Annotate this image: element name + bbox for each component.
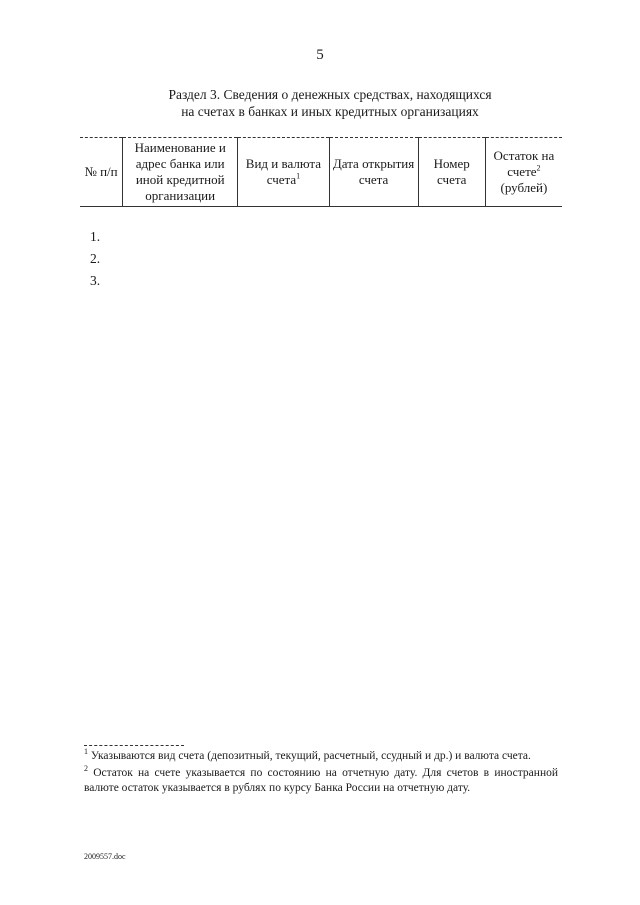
page-number: 5: [316, 47, 324, 63]
section-title-line2: на счетах в банках и иных кредитных организациях: [181, 104, 479, 119]
section-title-line1: Раздел 3. Сведения о денежных средствах, находящихся: [168, 87, 492, 102]
table-row: 1.: [90, 229, 101, 244]
header-open-date: Дата открытия счета: [329, 138, 418, 207]
footnote-1: $^1$ Указываются вид счета (депозитный, текущий, расчетный, ссудный и др.) и валюта счета.: [84, 747, 531, 762]
header-account-number: Номер счета: [418, 138, 485, 207]
table-rows: [90, 226, 100, 292]
header-number: № п/п: [80, 138, 123, 207]
header-bank-name: Наименование и адрес банка или иной кредитной организации: [123, 138, 238, 207]
table-header-row: [80, 138, 562, 207]
accounts-table: [80, 137, 562, 207]
footnote-2: $^2$ Остаток на счете указывается по состоянию на отчетную дату. Для счетов в иностранной валюте остаток указывается в рублях по курсу Банка России на отчетную дату.: [84, 764, 558, 794]
table-row: 2.: [90, 251, 101, 266]
document-id: 2009557.doc: [84, 852, 126, 861]
header-balance: Остаток на счете$^2$ (рублей): [485, 138, 562, 207]
footnote-separator: [84, 745, 184, 746]
footnotes: [84, 749, 558, 798]
header-account-type: Вид и валюта счета$^1$: [238, 138, 329, 207]
table-row: 3.: [90, 273, 101, 288]
section-title: [80, 86, 580, 120]
